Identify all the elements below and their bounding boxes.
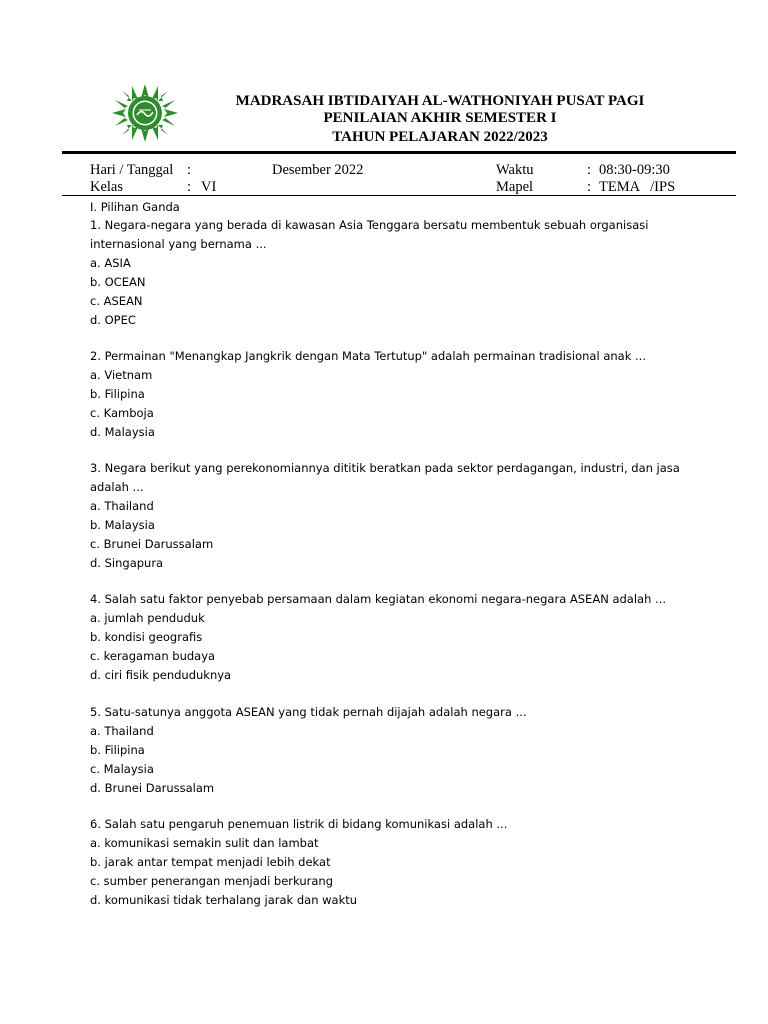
class-colon: : [187,179,192,195]
question-2 [90,347,730,442]
class-label: Kelas [90,179,124,195]
option-b: b. kondisi geografis [90,630,203,644]
question-3 [90,459,730,573]
question-4 [90,590,730,685]
academic-year: TAHUN PELAJARAN 2022/2023 [332,129,548,145]
option-a: a. Vietnam [90,368,153,382]
option-d: d. OPEC [90,313,136,327]
question-6 [90,815,730,910]
option-b: b. Filipina [90,743,145,757]
question-text: 2. Permainan "Menangkap Jangkrik dengan Mata Tertutup" adalah permainan tradisional anak ... [90,349,646,363]
subject-label: Mapel [496,179,534,195]
option-d: d. Singapura [90,556,164,570]
exam-title: PENILAIAN AKHIR SEMESTER I [323,110,557,126]
option-d: d. Brunei Darussalam [90,781,215,795]
question-text: 5. Satu-satunya anggota ASEAN yang tidak pernah dijajah adalah negara ... [90,705,527,719]
time-value: 08:30-09:30 [599,162,670,178]
subject-value: TEMA /IPS [599,179,676,195]
option-a: a. komunikasi semakin sulit dan lambat [90,836,319,850]
option-c: c. Malaysia [90,762,154,776]
option-b: b. OCEAN [90,275,146,289]
option-a: a. Thailand [90,724,154,738]
section-title: I. Pilihan Ganda [90,200,180,214]
time-label: Waktu [496,162,534,178]
option-a: a. Thailand [90,499,154,513]
option-b: b. Malaysia [90,518,155,532]
option-c: c. Brunei Darussalam [90,537,214,551]
option-c: c. sumber penerangan menjadi berkurang [90,874,333,888]
option-b: b. Filipina [90,387,145,401]
question-5 [90,703,730,798]
time-colon: : [587,162,592,178]
question-1 [90,216,730,330]
question-text: 4. Salah satu faktor penyebab persamaan dalam kegiatan ekonomi negara-negara ASEAN adalah ... [90,592,666,606]
question-text: 6. Salah satu pengaruh penemuan listrik di bidang komunikasi adalah ... [90,817,508,831]
header-rule-thick [62,151,736,154]
question-text: 3. Negara berikut yang perekonomiannya dititik beratkan pada sektor perdagangan, industri, dan jasa [90,461,680,475]
question-text: 1. Negara-negara yang berada di kawasan Asia Tenggara bersatu membentuk sebuah organisasi [90,218,649,232]
option-c: c. ASEAN [90,294,143,308]
option-a: a. ASIA [90,256,131,270]
date-value: Desember 2022 [272,162,364,178]
question-text: adalah ... [90,480,144,494]
option-c: c. keragaman budaya [90,649,216,663]
question-text: internasional yang bernama ... [90,237,267,251]
option-c: c. Kamboja [90,406,154,420]
subject-colon: : [587,179,592,195]
option-d: d. ciri fisik penduduknya [90,668,232,682]
date-colon: : [187,162,192,178]
header-rule-thin [62,195,736,196]
option-d: d. Malaysia [90,425,155,439]
option-b: b. jarak antar tempat menjadi lebih dekat [90,855,331,869]
option-d: d. komunikasi tidak terhalang jarak dan waktu [90,893,358,907]
class-value: VI [201,179,217,195]
school-name: MADRASAH IBTIDAIYAH AL-WATHONIYAH PUSAT PAGI [235,93,645,109]
date-label: Hari / Tanggal [90,162,174,178]
option-a: a. jumlah penduduk [90,611,205,625]
